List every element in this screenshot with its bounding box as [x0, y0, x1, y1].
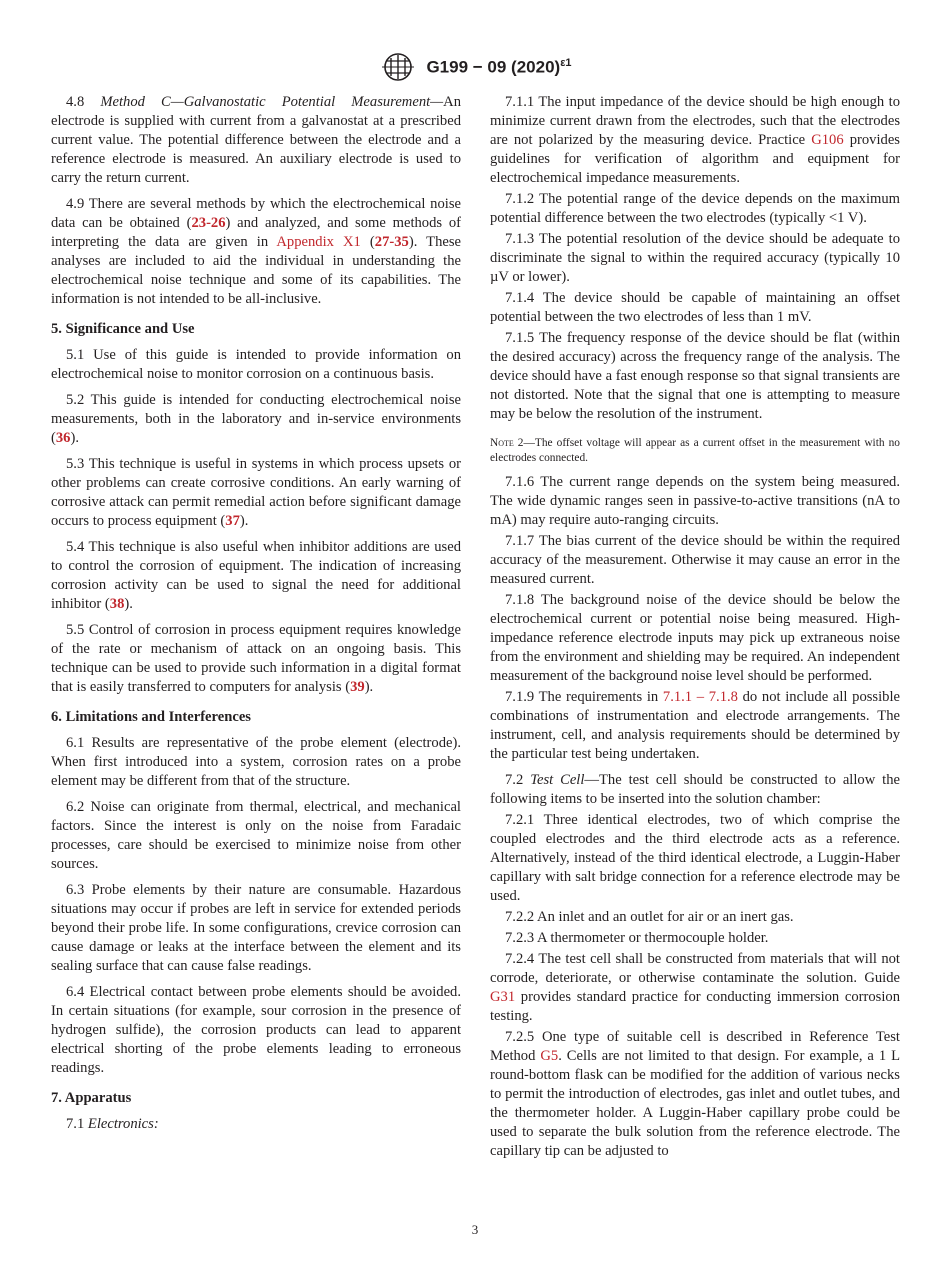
reference-link[interactable]: 39 [350, 679, 365, 695]
epsilon-superscript: ε1 [560, 56, 572, 69]
paragraph-4-9: 4.9 There are several methods by which the electrochemical noise data can be obtained (23-26) and analyzed, and some methods of interpreting the data are given in Appendix X1 (27-35). These analyses are included to aid the individual in understanding the electrochemical noise technique and some of its capabilities. The information is not intended to be all-inclusive. [51, 196, 462, 307]
reference-link[interactable]: 27-35 [374, 234, 409, 250]
right-column [490, 93, 900, 1163]
reference-link[interactable]: 38 [109, 596, 125, 612]
paragraph-7-1-2: 7.1.2 The potential range of the device depends on the maximum potential difference between the two electrodes (typically <1 V). [490, 191, 900, 226]
standard-link[interactable]: G106 [811, 132, 844, 148]
paragraph-6-4: 6.4 Electrical contact between probe elements should be avoided. In certain situations (for example, sour corrosion in the presence of hydrogen sulfide), the corrosion products can lead to apparent electrical shorting of the probe elements leading to erroneous readings. [51, 984, 461, 1076]
paragraph-7-2-4: 7.2.4 The test cell shall be constructed from materials that will not corrode, deteriorate, or otherwise contaminate the solution. Guide G31 provides standard practice for conducting immersion corrosion testing. [490, 951, 900, 1024]
paragraph-7-1-8: 7.1.8 The background noise of the device should be below the electrochemical current or potential noise being measured. High-impedance reference electrode inputs may pick up extraneous noise from the environment and shielding may be required. An independent measurement of the background noise level should be performed. [490, 592, 900, 684]
paragraph-4-8: 4.8 Method C—Galvanostatic Potential Measurement—An electrode is supplied with current from a galvanostat at a prescribed current value. The potential difference between the electrode and a reference electrode is measured. An auxiliary electrode is used to carry the return current. [51, 94, 461, 186]
section-link[interactable]: 7.1.1 – 7.1.8 [662, 689, 738, 705]
standard-designation: G199 − 09 $(2020)^{\varepsilon 1}$ [426, 56, 572, 77]
paragraph-7-2-3: 7.2.3 A thermometer or thermocouple holder. [505, 930, 769, 946]
section-heading: 7. Apparatus [51, 1090, 132, 1106]
astm-logo-icon [378, 52, 418, 82]
standard-link[interactable]: G5 [540, 1048, 559, 1064]
left-column [51, 93, 461, 1141]
reference-link[interactable]: 36 [55, 430, 71, 446]
paragraph-7-1-4: 7.1.4 The device should be capable of maintaining an offset potential between the two electrodes of less than 1 mV. [490, 290, 900, 325]
paragraph-7-1: 7.1 Electronics: [66, 1116, 159, 1132]
section-heading: 5. Significance and Use [51, 321, 195, 337]
paragraph-5-2: 5.2 This guide is intended for conducting electrochemical noise measurements, both in the laboratory and in-service environments (36). [51, 392, 461, 446]
paragraph-7-1-5: 7.1.5 The frequency response of the device should be flat (within the desired accuracy) across the frequency range of the analysis. The device should have a fast enough response so that signal transients are not distorted. Note that the signal that one is attempting to measure may be below the resolution of the instrument. [490, 330, 900, 422]
paragraph-6-3: 6.3 Probe elements by their nature are consumable. Hazardous situations may occur if probes are left in service for extended periods beyond their probe life. In some configurations, crevice corrosion can cause damage or leaks at the interface between the element and its sealing surface that can cause false readings. [51, 882, 461, 974]
paragraph-5-4: 5.4 This technique is also useful when inhibitor additions are used to control the corrosion of equipment. The indication of increasing corrosion activity can be used to signal the need for additional inhibitor (38). [51, 539, 461, 612]
paragraph-6-1: 6.1 Results are representative of the probe element (electrode). When first introduced into a system, corrosion rates on a probe element may be different from that of the structure. [51, 735, 461, 789]
paragraph-5-1: 5.1 Use of this guide is intended to provide information on electrochemical noise to monitor corrosion on a continuous basis. [51, 347, 461, 382]
paragraph-7-1-6: 7.1.6 The current range depends on the system being measured. The wide dynamic ranges seen in passive-to-active transitions (nA to mA) may require auto-ranging circuits. [490, 474, 900, 528]
paragraph-7-2: 7.2 Test Cell—The test cell should be constructed to allow the following items to be inserted into the solution chamber: [490, 772, 900, 807]
paragraph-6-2: 6.2 Noise can originate from thermal, electrical, and mechanical factors. Since the interest is only on the noise from Faradaic processes, care should be exercised to minimize noise from other sources. [51, 799, 461, 872]
section-heading: 6. Limitations and Interferences [51, 709, 251, 725]
paragraph-7-1-7: 7.1.7 The bias current of the device should be within the required accuracy of the measurement. Otherwise it may cause an error in the measured current. [490, 533, 900, 587]
paragraph-7-2-5: 7.2.5 One type of suitable cell is described in Reference Test Method G5. Cells are not limited to that design. For example, a 1 L round-bottom flask can be modified for the addition of various necks to permit the introduction of electrodes, gas inlet and outlet tubes, and the thermometer holder. A Luggin-Haber capillary probe could be used to separate the bulk solution from the reference electrode. The capillary tip can be adjusted to [490, 1029, 900, 1159]
appendix-link[interactable]: Appendix X1 [276, 234, 361, 250]
paragraph-7-1-3: 7.1.3 The potential resolution of the device should be adequate to discriminate the signal to within the required accuracy (typically 10 µV or lower). [490, 231, 900, 285]
reference-link[interactable]: 23-26 [191, 215, 226, 231]
paragraph-5-3: 5.3 This technique is useful in systems in which process upsets or other problems can create corrosive conditions. An early warning of corrosive attack can permit remedial action before significant damage occurs to process equipment (37). [51, 456, 461, 529]
paragraph-7-1-9: 7.1.9 The requirements in 7.1.1 – 7.1.8 do not include all possible combinations of instrumentation and electrode arrangements. The instrument, cell, and analysis requirements should be determined by the particular test being undertaken. [490, 689, 900, 762]
paragraph-7-2-1: 7.2.1 Three identical electrodes, two of which comprise the coupled electrodes and the third electrode acts as a reference. Alternatively, instead of the third identical electrode, a Luggin-Haber capillary with salt bridge connection for a reference electrode may be used. [490, 812, 900, 904]
paragraph-5-5: 5.5 Control of corrosion in process equipment requires knowledge of the rate or mechanism of attack on an ongoing basis. This technique can be used to provide such information in a digital format that is easily transferred to computers for analysis (39). [51, 622, 461, 695]
paragraph-7-2-2: 7.2.2 An inlet and an outlet for air or an inert gas. [505, 909, 794, 925]
page-header [0, 52, 950, 82]
standard-link[interactable]: G31 [490, 989, 516, 1005]
reference-link[interactable]: 37 [225, 513, 240, 529]
note-2: Note 2—The offset voltage will appear as a current offset in the measurement with no electrodes connected. [490, 437, 900, 464]
page-number: 3 [471, 1222, 479, 1237]
paragraph-7-1-1: 7.1.1 The input impedance of the device should be high enough to minimize current drawn from the electrodes, such that the electrodes are not polarized by the measuring device. Practice G106 provides guidelines for verification of algorithm and equipment for electrochemical impedance measurements. [490, 94, 900, 186]
